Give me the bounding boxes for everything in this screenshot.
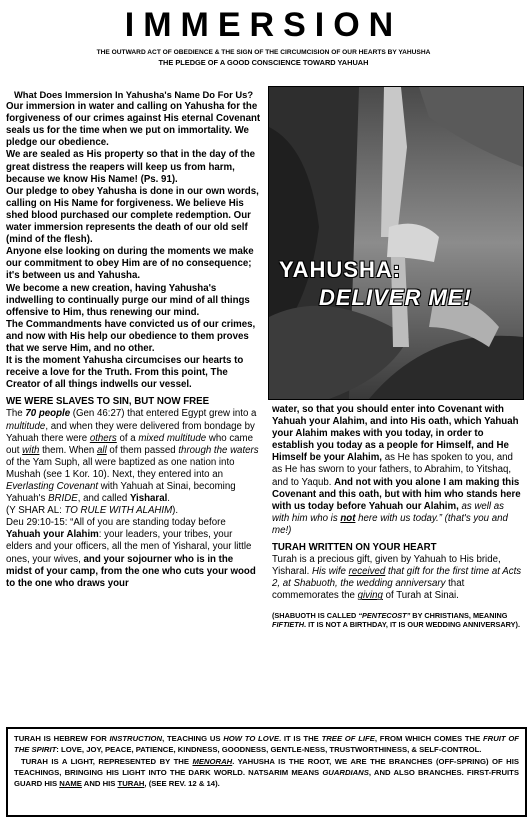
shabuoth-note: (SHABUOTH IS CALLED “PENTECOST” BY CHRISTIANS, MEANING FIFTIETH. IT IS NOT A BIRTHDAY, IT IS OUR WEDDING ANNIVERSARY).: [272, 610, 520, 629]
question-heading: What Does Immersion In Yahusha's Name Do For Us?: [13, 89, 254, 100]
paragraph-new-creation: We become a new creation, having Yahusha's indwelling to continually purge our mind of all things offensive to Him, thus renewing our mind.: [6, 282, 250, 318]
subtitle-pledge: THE PLEDGE OF A GOOD CONSCIENCE TOWARD YAHUAH: [158, 58, 369, 67]
yahusha-deliver-me-image: [268, 86, 524, 400]
paragraph-commandments: The Commandments have convicted us of our crimes, and now with His help our obedience to them proves that we serve Him, and no other.: [6, 318, 256, 354]
subtitle-circumcision: THE OUTWARD ACT OF OBEDIENCE & THE SIGN OF THE CIRCUMCISION OF OUR HEARTS BY YAHUSHA: [96, 49, 431, 56]
slaves-heading: WE WERE SLAVES TO SIN, BUT NOW FREE: [6, 396, 210, 408]
paragraph-circumcision: It is the moment Yahusha circumcises our hearts to receive a love for the Truth. From this point, The Creator of all things indwells our vessel.: [6, 355, 244, 391]
left-column: [6, 89, 261, 590]
paragraph-sealed-immortality: Our immersion in water and calling on Yahusha for the forgiveness of our crimes against His eternal Covenant seals us for the time when we put on immortality. We pledge our obedience.: [6, 101, 261, 149]
paragraph-slaves: The 70 people (Gen 46:27) that entered Egypt grew into a multitude, and when they were delivered from bondage by Yahuah there were others of a mixed multitude who came out with them. When all of them passed through the waters of the Yam Suph, all were baptized as one nation into Mushah (see 1 Kor. 10). Next, they entered into an Everlasting Covenant with Yahuah at Sinai, becoming Yahuah's BRIDE, and called Yisharal.: [6, 408, 259, 505]
torah-heading: TURAH WRITTEN ON YOUR HEART: [272, 542, 437, 554]
yisharal-meaning: (Y SHAR AL: TO RULE WITH ALAHIM).: [6, 505, 179, 517]
caption-deliver-me: DELIVER ME!: [319, 285, 472, 310]
turah-box: TURAH IS HEBREW FOR INSTRUCTION, TEACHING US HOW TO LOVE. IT IS THE TREE OF LIFE, FROM WHICH COMES THE FRUIT OF THE SPIRIT: LOVE, JOY, PEACE, PATIENCE, KINDNESS, GOODNESS, GENTLE-NESS, TRUSTWORTHINESS, & SELF-CONTROL. TURAH IS A LIGHT, REPRESENTED BY THE MENORAH. YAHUSHA IS THE ROOT, WE ARE THE BRANCHES (OFF-SPRING) OF HIS TEACHINGS, BRINGING HIS LIGHT INTO THE DARK WORLD. NATSARIM MEANS GUARDIANS, AND ALSO BRANCHES. FIRST-FRUITS GUARD HIS NAME AND HIS TURAH, (SEE REV. 12 & 14).: [6, 727, 527, 817]
paragraph-pledge: Our pledge to obey Yahusha is done in our own words, calling on His Name for forgiveness. We believe His shed blood purchased our complete redemption. Our water immersion represents the death of our old self (mind of the flesh).: [6, 185, 259, 246]
page-title: IMMERSION: [124, 6, 403, 44]
paragraph-sealed-property: We are sealed as His property so that in the day of the great distress the reapers will keep us from harm, because we know His Name! (Ps. 91).: [6, 149, 256, 185]
caption-yahusha: YAHUSHA:: [279, 257, 402, 282]
paragraph-deuteronomy: Deu 29:10-15: “All of you are standing today before Yahuah your Alahim: your leaders, your tribes, your elders and your officers, all the men of Yisharal, your little ones, your wives, and your sojourner who is in the midst of your camp, from the one who cuts your wood to the one who draws your: [6, 517, 256, 589]
image-illustration: [269, 87, 523, 399]
right-column: [272, 404, 522, 629]
paragraph-torah-gift: Turah is a precious gift, given by Yahuah to His bride, Yisharal. His wife received that gift for the first time at Acts 2, at Shabuoth, the wedding anniversary that commemorates the giving of Turah at Sinai.: [272, 554, 522, 602]
paragraph-commitment: Anyone else looking on during the moments we make our commitment to obey Him are of no consequence; it's between us and Yahusha.: [6, 246, 254, 282]
paragraph-covenant: water, so that you should enter into Covenant with Yahuah your Alahim, and into His oath, which Yahuah your Alahim makes with you today, in order to establish you today as a people for Himself, and He Himself be your Alahim, as He has spoken to you, and as He has sworn to your fathers, to Abrahim, to Yitshaq, and to Yaqub. And not with you alone I am making this Covenant and this oath, but with him who stands here with us today before Yahuah our Alahim, as well as with him who is not here with us today.” (that's you and me!): [272, 404, 521, 536]
